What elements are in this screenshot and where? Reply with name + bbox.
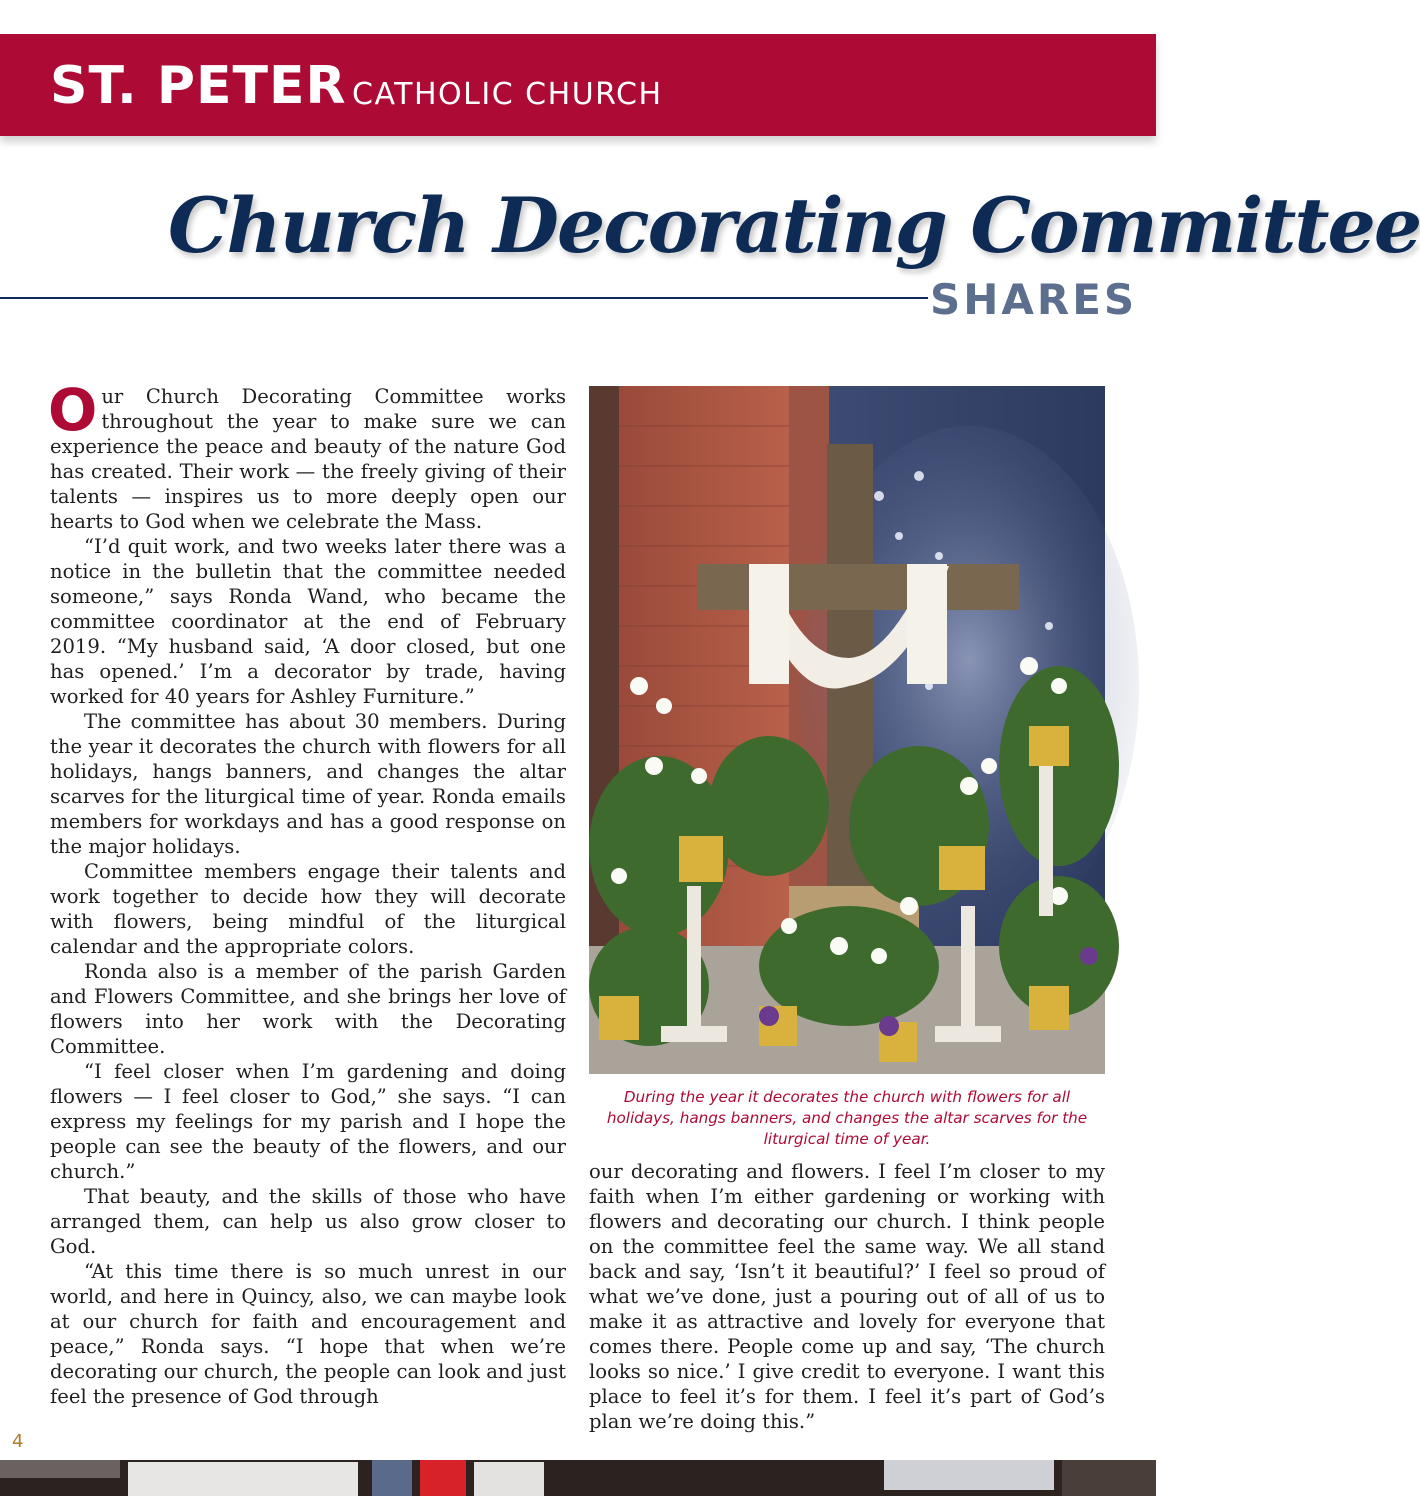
parish-subtitle: CATHOLIC CHURCH (352, 77, 663, 112)
article-paragraph: Our Church Decorating Committee works throughout the year to make sure we can experience the peace and beauty of the nature God has created. Their work — the freely giving of their talents — inspires us to more deeply open our hearts to God when we celebrate the Mass. (48, 376, 566, 533)
altar-cross-photo (589, 386, 1105, 1074)
article-right-column (589, 1159, 1105, 1434)
parish-name: ST. PETER (50, 56, 347, 116)
article-paragraph: Committee members engage their talents and work together to decide how they will decorate with flowers, being mindful of the liturgical calendar and the appropriate colors. (50, 860, 566, 958)
photo-caption: During the year it decorates the church with flowers for all holidays, hangs banners, and changes the altar scarves for the liturgical time of year. (606, 1088, 1088, 1148)
article-subtitle: SHARES (930, 275, 1138, 324)
footer-photo-strip (0, 1460, 1156, 1496)
article-title: Church Decorating Committee (168, 181, 1420, 270)
article-paragraph: “I feel closer when I’m gardening and doing flowers — I feel closer to God,” she says. “I can express my feelings for my parish and I hope the people can see the beauty of the flowers, and our church.” (50, 1060, 566, 1183)
article-left-column (48, 376, 566, 1409)
article-paragraph: Ronda also is a member of the parish Garden and Flowers Committee, and she brings her love of flowers into her work with the Decorating Committee. (50, 960, 566, 1058)
article-paragraph: That beauty, and the skills of those who have arranged them, can help us also grow closer to God. (50, 1185, 566, 1258)
title-rule (0, 297, 928, 299)
page-number: 4 (12, 1431, 24, 1452)
article-paragraph: The committee has about 30 members. During the year it decorates the church with flowers for all holidays, hangs banners, and changes the altar scarves for the liturgical time of year. Ronda emails members for workdays and has a good response on the major holidays. (50, 710, 566, 858)
masthead-banner (0, 34, 1156, 136)
article-paragraph: “I’d quit work, and two weeks later there was a notice in the bulletin that the committee needed someone,” says Ronda Wand, who became the committee coordinator at the end of February 2019. “My husband said, ‘A door closed, but one has opened.’ I’m a decorator by trade, having worked for 40 years for Ashley Furniture.” (50, 535, 566, 708)
drop-cap: O (48, 376, 98, 444)
article-paragraph: “At this time there is so much unrest in our world, and here in Quincy, also, we can maybe look at our church for faith and encouragement and peace,” Ronda says. “I hope that when we’re decorating our church, the people can look and just feel the presence of God through (50, 1260, 566, 1408)
article-paragraph: our decorating and flowers. I feel I’m closer to my faith when I’m either gardening or working with flowers and decorating our church. I think people on the committee feel the same way. We all stand back and say, ‘Isn’t it beautiful?’ I feel so proud of what we’ve done, just a pouring out of all of us to make it as attractive and lovely for everyone that comes there. People come up and say, ‘The church looks so nice.’ I give credit to everyone. I want this place to feel it’s for them. I feel it’s part of God’s plan we’re doing this.” (589, 1160, 1105, 1433)
